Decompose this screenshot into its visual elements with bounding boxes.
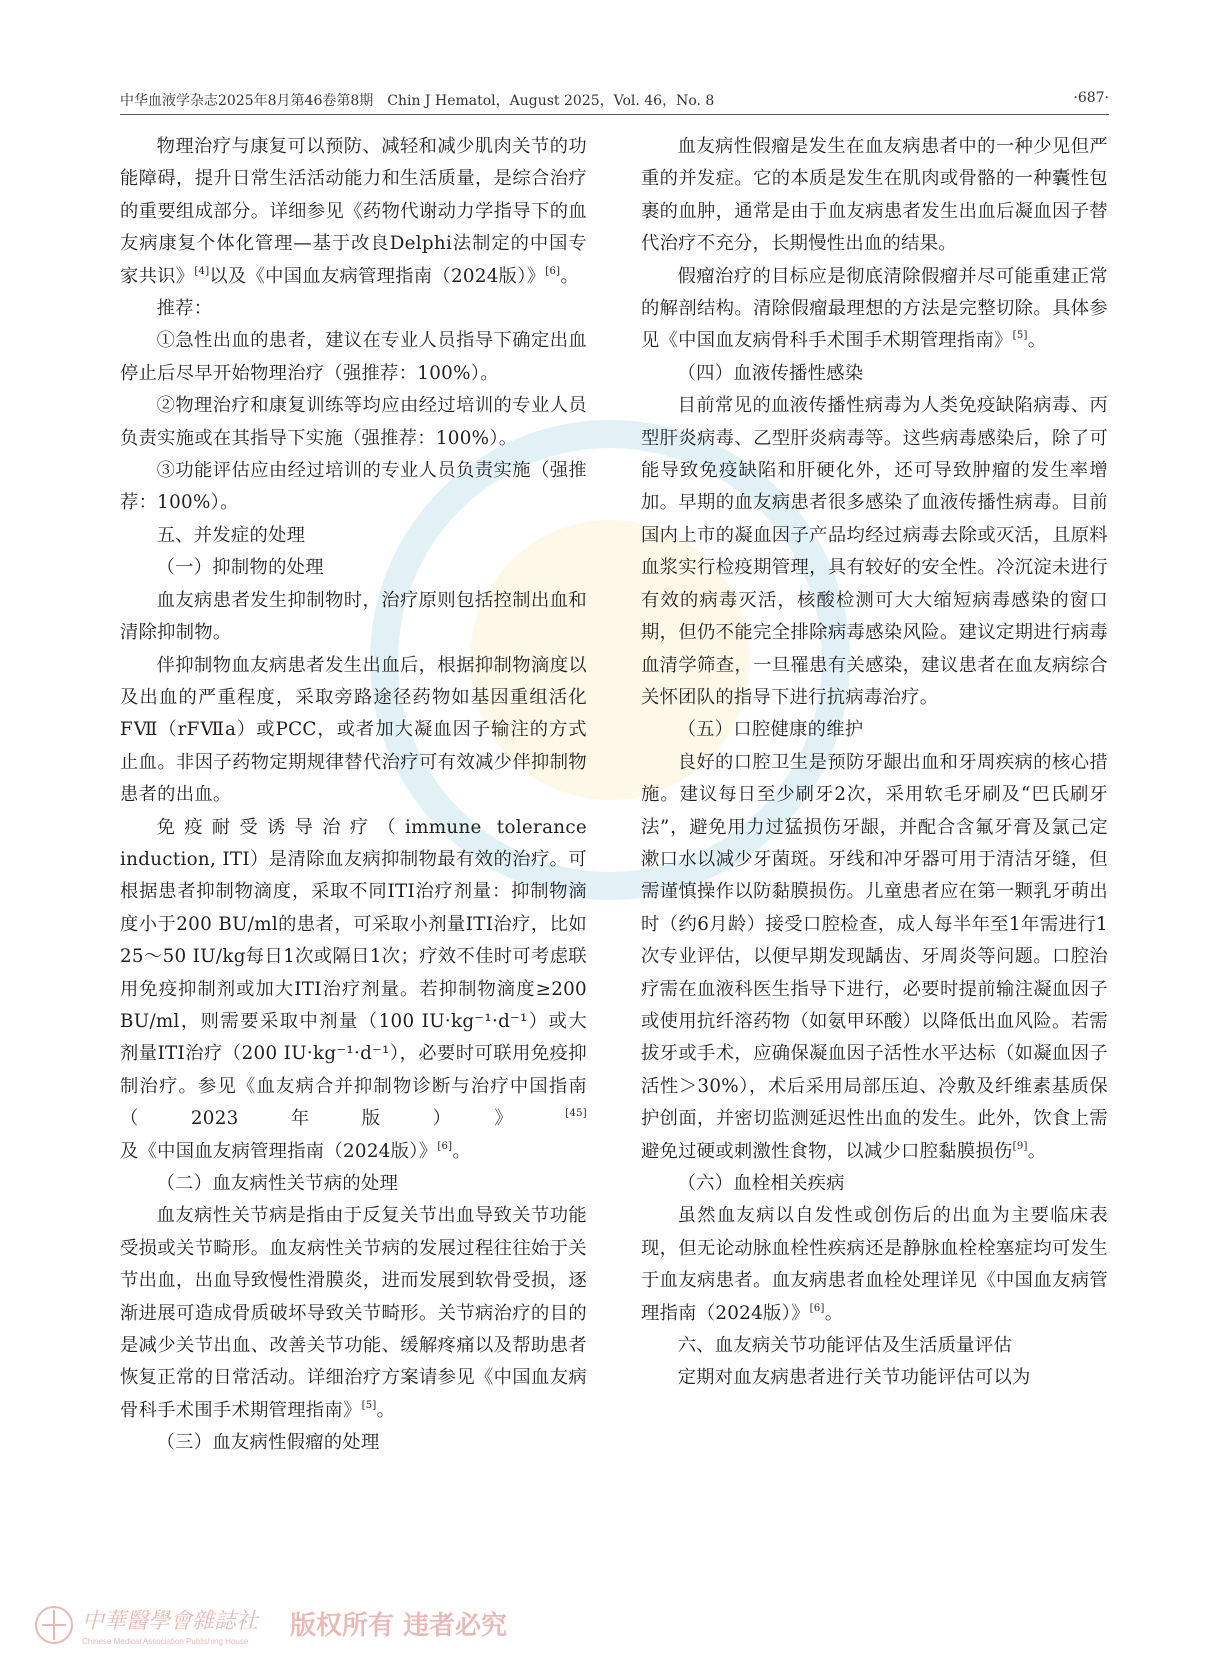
paragraph-text: 物理治疗与康复可以预防、减轻和减少肌肉关节的功能障碍，提升日常生活活动能力和生活质量，是综合治疗的重要组成部分。详细参见《药物代谢动力学指导下的血友病康复个体化管理—基于改良Delphi法制定的中国专家共识》 [120,136,587,287]
paragraph-text: 六、血友病关节功能评估及生活质量评估 [677,1335,1013,1357]
paragraph-text: （二）血友病性关节病的处理 [156,1173,399,1194]
paragraph-text: 及《中国血友病管理指南（2024版）》 [120,1140,438,1162]
paragraph-text: 目前常见的血液传播性病毒为人类免疫缺陷病毒、丙型肝炎病毒、乙型肝炎病毒等。这些病毒感染后，除了可能导致免疫缺陷和肝硬化外，还可导致肿瘤的发生率增加。早期的血友病患者很多感染了血液传播性病毒。目前国内上市的凝血因子产品均经过病毒去除或灭活，且原料血浆实行检疫期管理，具有较好的安全性。冷沉淀未进行有效的病毒灭活，核酸检测可大大缩短病毒感染的窗口期，但仍不能完全排除病毒感染风险。建议定期进行病毒血清学筛查，一旦罹患有关感染，建议患者在血友病综合关怀团队的指导下进行抗病毒治疗。 [641,395,1108,708]
citation-ref[interactable]: [6] [437,1140,453,1152]
paragraph-text: （一）抑制物的处理 [156,557,324,579]
citation-ref[interactable]: [45] [565,1108,587,1120]
paragraph-text: （四）血液传播性感染 [677,362,864,384]
section-heading [120,1427,587,1459]
paragraph-text: 血友病患者发生抑制物时，治疗原则包括控制出血和清除抑制物。 [120,589,587,644]
section-heading [641,358,1108,390]
paragraph-text: 。 [1027,330,1047,352]
body-paragraph [641,1362,1108,1394]
header-rule [120,114,1109,115]
citation-ref[interactable]: [6] [545,265,561,277]
body-paragraph [120,390,587,455]
publisher-watermark [30,1600,550,1650]
paragraph-text: 。 [376,1399,396,1421]
paragraph-text: （六）血栓相关疾病 [677,1173,845,1194]
paragraph-text: （五）口腔健康的维护 [677,719,864,741]
paragraph-text: ③功能评估应由经过培训的专业人员负责实施（强推荐：100%）。 [120,460,587,514]
page-number: ·687· [1073,90,1109,106]
paragraph-text: 。 [452,1140,471,1162]
body-paragraph [641,261,1108,358]
paragraph-text: 伴抑制物血友病患者发生出血后，根据抑制物滴度以及出血的严重程度，采取旁路途径药物如基因重组活化FⅦ（rFⅦa）或PCC，或者加大凝血因子输注的方式止血。非因子药物定期规律替代治疗可有效减少伴抑制物患者的出血。 [120,654,587,806]
section-heading [120,520,587,552]
paragraph-text: 定期对血友病患者进行关节功能评估可以为 [677,1367,1031,1389]
body-paragraph [120,650,587,812]
citation-ref[interactable]: [4] [194,265,210,277]
paragraph-text: 假瘤治疗的目标应是彻底清除假瘤并尽可能重建正常的解剖结构。清除假瘤最理想的方法是完整切除。具体参见《中国血友病骨科手术围手术期管理指南》 [641,265,1108,352]
section-heading [641,714,1108,746]
citation-ref[interactable]: [5] [361,1399,377,1411]
body-paragraph [120,812,587,1168]
body-paragraph [120,293,587,325]
copyright-notice: 版权所有 违者必究 [290,1611,508,1641]
right-column [641,131,1108,1395]
section-heading [120,1168,587,1200]
publisher-name: 中華醫學會雜誌社 [82,1609,259,1634]
paragraph-text: 推荐： [156,298,213,320]
body-paragraph [120,455,587,520]
paragraph-text: 良好的口腔卫生是预防牙龈出血和牙周疾病的核心措施。建议每日至少刷牙2次，采用软毛牙刷及“巴氏刷牙法”，避免用力过猛损伤牙龈，并配合含氟牙膏及氯己定漱口水以减少牙菌斑。牙线和冲牙器可用于清洁牙缝，但需谨慎操作以防黏膜损伤。儿童患者应在第一颗乳牙萌出时（约6月龄）接受口腔检查，成人每半年至1年需进行1次专业评估，以便早期发现龋齿、牙周炎等问题。口腔治疗需在血液科医生指导下进行，必要时提前输注凝血因子或使用抗纤溶药物（如氨甲环酸）以降低出血风险。若需拔牙或手术，应确保凝血因子活性水平达标（如凝血因子活性＞30%），术后采用局部压迫、冷敷及纤维素基质保护创面，并密切监测延迟性出血的发生。此外，饮食上需避免过硬或刺激性食物，以减少口腔黏膜损伤 [641,751,1108,1162]
paragraph-text: 以及《中国血友病管理指南（2024版）》 [209,265,546,287]
paragraph-text: ①急性出血的患者，建议在专业人员指导下确定出血停止后尽早开始物理治疗（强推荐：100%）。 [120,330,587,384]
citation-ref[interactable]: [5] [1012,330,1028,342]
paragraph-text: （三）血友病性假瘤的处理 [156,1432,380,1454]
left-column [120,131,587,1460]
section-heading [641,1330,1108,1362]
citation-ref[interactable]: [9] [1012,1140,1028,1152]
body-paragraph [120,1200,587,1427]
body-paragraph [641,1200,1108,1330]
paragraph-text: ②物理治疗和康复训练等均应由经过培训的专业人员负责实施或在其指导下实施（强推荐：100%）。 [120,395,587,449]
citation-ref[interactable]: [6] [809,1302,825,1314]
publisher-name-en: Chinese Medical Association Publishing House [82,1637,249,1646]
body-paragraph [120,325,587,390]
running-header [120,90,1109,114]
paragraph-text: 血友病性关节病是指由于反复关节出血导致关节功能受损或关节畸形。血友病性关节病的发展过程往往始于关节出血，出血导致慢性滑膜炎，进而发展到软骨受损，逐渐进展可造成骨质破坏导致关节畸形。关节病治疗的目的是减少关节出血、改善关节功能、缓解疼痛以及帮助患者恢复正常的日常活动。详细治疗方案请参见《中国血友病骨科手术围手术期管理指南》 [120,1205,587,1421]
journal-citation: 中华血液学杂志2025年8月第46卷第8期 Chin J Hematol，August 2025，Vol. 46，No. 8 [120,93,715,109]
paragraph-text: 五、并发症的处理 [156,524,306,546]
body-paragraph [120,131,587,293]
paragraph-text: 血友病性假瘤是发生在血友病患者中的一种少见但严重的并发症。它的本质是发生在肌肉或骨骼的一种囊性包裹的血肿，通常是由于血友病患者发生出血后凝血因子替代治疗不充分，长期慢性出血的结果。 [641,136,1108,255]
paragraph-text: 。 [1027,1140,1047,1162]
paragraph-text: 。 [824,1302,844,1324]
body-paragraph [641,131,1108,261]
paragraph-text: 虽然血友病以自发性或创伤后的出血为主要临床表现，但无论动脉血栓性疾病还是静脉血栓栓塞症均可发生于血友病患者。血友病患者血栓处理详见《中国血友病管理指南（2024版）》 [641,1205,1108,1324]
body-paragraph [641,747,1108,1168]
body-paragraph [120,585,587,650]
body-paragraph [641,390,1108,714]
section-heading [641,1168,1108,1200]
section-heading [120,552,587,584]
paragraph-text: 。 [560,265,579,287]
paragraph-text: 免疫耐受诱导治疗（immune tolerance induction, ITI）是清除血友病抑制物最有效的治疗。可根据患者抑制物滴度，采取不同ITI治疗剂量：抑制物滴度小于200 BU/ml的患者，可采取小剂量ITI治疗，比如25～50 IU/kg每日1次或隔日1次；疗效不佳时可考虑联用免疫抑制剂或加大ITI治疗剂量。若抑制物滴度≥200 BU/ml，则需要采取中剂量（100 IU·kg⁻¹·d⁻¹）或大剂量ITI治疗（200 IU·kg⁻¹·d⁻¹），必要时可联用免疫抑制治疗。参见《血友病合并抑制物诊断与治疗中国指南（2023年版）》 [120,816,587,1130]
